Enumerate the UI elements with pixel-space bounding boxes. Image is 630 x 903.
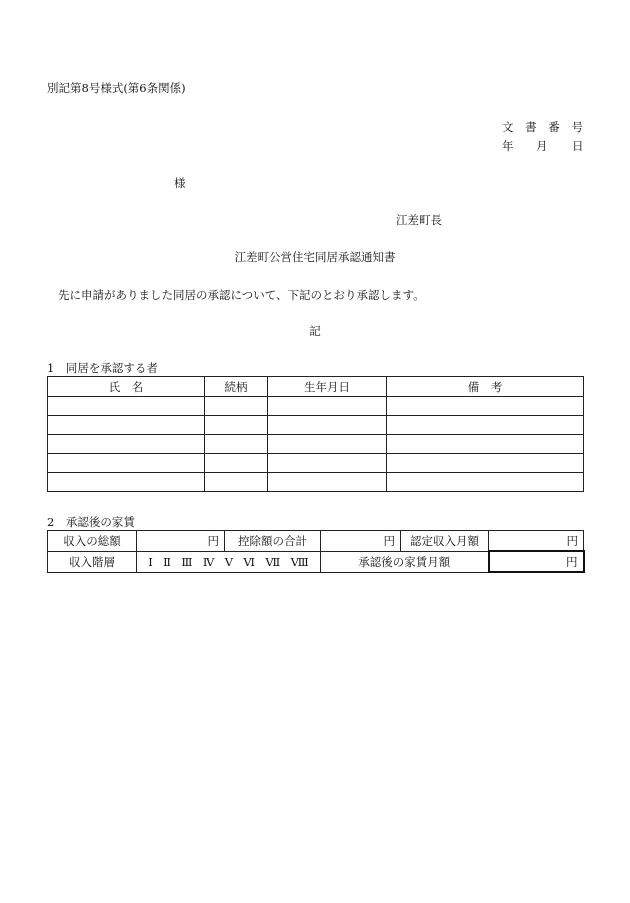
date-year: 年: [502, 139, 514, 153]
table-cell: [205, 473, 268, 492]
table-row: [48, 435, 584, 454]
cohabitant-table: [47, 376, 584, 492]
table-cell: [205, 416, 268, 435]
table-cell: [268, 435, 387, 454]
section1-heading: 1 同居を承認する者: [47, 361, 158, 375]
income-level-label: 収入階層: [48, 551, 137, 572]
ki-mark: 記: [309, 324, 321, 338]
table-cell: [387, 454, 584, 473]
form-label: 別記第8号様式(第6条関係): [47, 81, 186, 95]
body-text: 先に申請がありました同居の承認について、下記のとおり承認します。: [58, 288, 425, 302]
deduction-total-label: 控除額の合計: [225, 531, 321, 552]
issuer: 江差町長: [396, 213, 442, 227]
table-row: [48, 416, 584, 435]
column-remarks: 備 考: [387, 377, 584, 397]
table-row: [48, 397, 584, 416]
income-level-7: Ⅶ: [265, 554, 281, 569]
cohabitant-table-header: [48, 377, 584, 397]
table-cell: [48, 416, 205, 435]
table-cell: [48, 397, 205, 416]
income-level-4: Ⅳ: [202, 554, 215, 569]
income-level-1: Ⅰ: [148, 554, 153, 569]
date-month: 月: [536, 139, 548, 153]
table-cell: [48, 454, 205, 473]
income-level-3: Ⅲ: [181, 554, 193, 569]
table-cell: [268, 397, 387, 416]
table-cell: [268, 416, 387, 435]
rent-value: 円: [489, 551, 584, 572]
table-cell: [205, 397, 268, 416]
recognized-income-label: 認定収入月額: [401, 531, 489, 552]
income-level-5: Ⅴ: [224, 554, 234, 569]
income-total-value: 円: [137, 531, 225, 552]
recognized-income-value: 円: [489, 531, 584, 552]
income-level-8: Ⅷ: [290, 554, 309, 569]
income-total-label: 収入の総額: [48, 531, 137, 552]
document-title: 江差町公営住宅同居承認通知書: [234, 250, 396, 264]
income-level-2: Ⅱ: [163, 554, 171, 569]
table-cell: [387, 397, 584, 416]
table-cell: [387, 416, 584, 435]
date-day: 日: [572, 139, 584, 153]
table-row: [48, 454, 584, 473]
table-row: [48, 473, 584, 492]
column-name: 氏 名: [48, 377, 205, 397]
deduction-total-value: 円: [321, 531, 401, 552]
rent-row-level: [48, 551, 584, 572]
income-level-6: Ⅵ: [243, 554, 255, 569]
document-number-label: 文 書 番 号: [502, 120, 587, 134]
table-cell: [387, 473, 584, 492]
section2-heading: 2 承認後の家賃: [47, 515, 135, 529]
date-line: [502, 138, 582, 152]
addressee-suffix: 様: [174, 176, 186, 190]
table-cell: [268, 454, 387, 473]
income-level-options: [137, 551, 321, 572]
table-cell: [205, 435, 268, 454]
column-relationship: 続柄: [205, 377, 268, 397]
table-cell: [48, 435, 205, 454]
table-cell: [387, 435, 584, 454]
rent-row-income: [48, 531, 584, 552]
rent-label: 承認後の家賃月額: [321, 551, 489, 572]
table-cell: [268, 473, 387, 492]
table-cell: [48, 473, 205, 492]
rent-table: [47, 530, 585, 573]
table-cell: [205, 454, 268, 473]
column-birthdate: 生年月日: [268, 377, 387, 397]
